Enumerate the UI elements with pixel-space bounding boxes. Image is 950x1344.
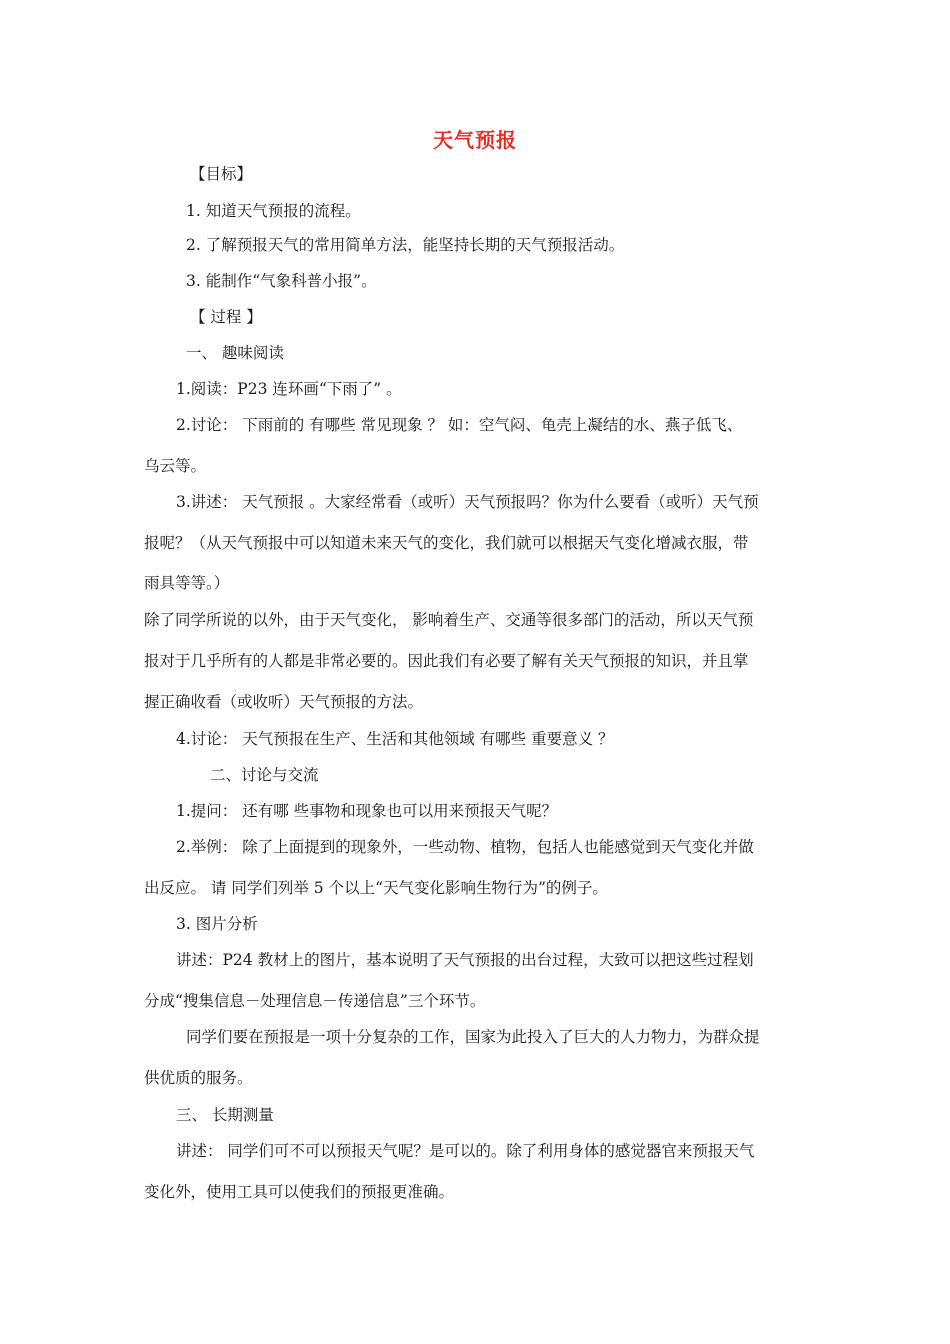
paragraph-line: 雨具等等。） xyxy=(144,574,230,592)
section-heading-goals: 【目标】 xyxy=(190,165,253,183)
paragraph-line: 3.讲述： 天气预报 。大家经常看（或听）天气预报吗？你为什么要看（或听）天气预 xyxy=(176,493,759,511)
paragraph-line: 变化外，使用工具可以使我们的预报更准确。 xyxy=(144,1183,455,1201)
document-title: 天气预报 xyxy=(433,128,517,152)
paragraph-line: 同学们要在预报是一项十分复杂的工作，国家为此投入了巨大的人力物力，为群众提 xyxy=(186,1028,760,1046)
paragraph-line: 2.举例： 除了上面提到的现象外，一些动物、植物，包括人也能感觉到天气变化并做 xyxy=(176,838,754,856)
paragraph-line: 出反应。 请 同学们列举 5 个以上“天气变化影响生物行为”的例子。 xyxy=(144,879,608,897)
paragraph-line: 报呢？（从天气预报中可以知道未来天气的变化，我们就可以根据天气变化增减衣服，带 xyxy=(144,534,749,552)
goal-item: 1. 知道天气预报的流程。 xyxy=(186,202,361,220)
paragraph-line: 4.讨论： 天气预报在生产、生活和其他领域 有哪些 重要意义 ？ xyxy=(176,730,614,748)
section-heading-process: 【 过程 】 xyxy=(190,308,262,326)
paragraph-line: 1.提问： 还有哪 些事物和现象也可以用来预报天气呢？ xyxy=(176,802,558,820)
paragraph-line: 分成“搜集信息－处理信息－传递信息”三个环节。 xyxy=(144,992,486,1010)
goal-item: 3. 能制作“气象科普小报”。 xyxy=(186,272,377,290)
goal-item: 2. 了解预报天气的常用简单方法，能坚持长期的天气预报活动。 xyxy=(186,236,625,254)
paragraph-line: 2.讨论： 下雨前的 有哪些 常见现象 ？ 如：空气闷、龟壳上凝结的水、燕子低飞、 xyxy=(176,416,743,434)
paragraph-line: 乌云等。 xyxy=(144,457,207,475)
subsection-heading: 一、 趣味阅读 xyxy=(186,344,284,362)
subsection-heading: 二、讨论与交流 xyxy=(210,766,319,784)
paragraph-line: 1.阅读：P23 连环画“下雨了” 。 xyxy=(176,380,402,398)
subsection-heading: 三、 长期测量 xyxy=(176,1106,274,1124)
paragraph-line: 3. 图片分析 xyxy=(176,915,258,933)
paragraph-line: 讲述： 同学们可不可以预报天气呢？是可以的。除了利用身体的感觉器官来预报天气 xyxy=(176,1142,755,1160)
paragraph-line: 供优质的服务。 xyxy=(144,1069,253,1087)
paragraph-line: 握正确收看（或收听）天气预报的方法。 xyxy=(144,693,424,711)
paragraph-line: 讲述：P24 教材上的图片，基本说明了天气预报的出台过程，大致可以把这些过程划 xyxy=(176,951,754,969)
paragraph-line: 除了同学所说的以外，由于天气变化， 影响着生产、交通等很多部门的活动，所以天气预 xyxy=(144,611,754,629)
paragraph-line: 报对于几乎所有的人都是非常必要的。因此我们有必要了解有关天气预报的知识，并且掌 xyxy=(144,652,749,670)
